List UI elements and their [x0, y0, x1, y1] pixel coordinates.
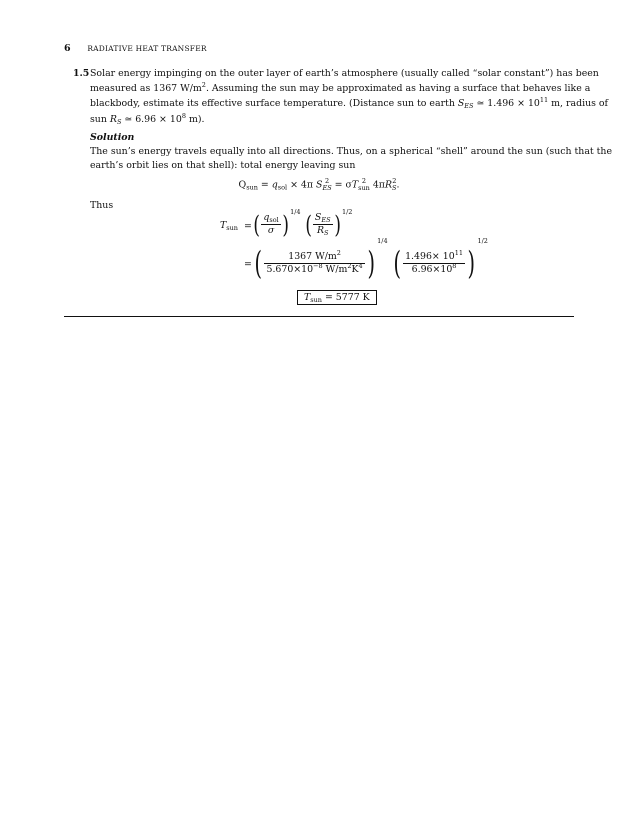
- eq1-t: T: [351, 179, 359, 191]
- frac2-den-sub: S: [324, 229, 329, 237]
- eq1-t-sup: 2: [361, 177, 367, 185]
- fraction-den: [264, 261, 364, 276]
- problem-line-3c: m, radius of: [548, 98, 609, 110]
- eq1-qsol-sub: sol: [277, 183, 288, 192]
- eq1-s: S: [316, 179, 323, 191]
- problem-line-2-sup: 2: [201, 81, 206, 90]
- frac1-num: q: [263, 212, 270, 223]
- eq1-r-sup: 2: [392, 177, 397, 185]
- close-paren: ): [333, 210, 341, 239]
- eq1-period: .: [396, 179, 400, 191]
- solution-section: [90, 131, 613, 173]
- frac3-den-sup1: 2: [347, 261, 352, 270]
- eq1-s-scripts: [322, 178, 331, 192]
- eq1-t-scripts: [358, 178, 370, 192]
- close-paren: ): [467, 244, 475, 282]
- fraction-den: [403, 261, 465, 276]
- problem-line-3-exp: 11: [539, 96, 549, 105]
- problem-line-2: [90, 81, 591, 96]
- eq1-r-sub: S: [392, 184, 397, 192]
- problem-line-1: [90, 66, 599, 81]
- symbol-r-sub: S: [116, 117, 122, 126]
- eq1-r: R: [384, 179, 393, 191]
- eq1-four-pi: 4π: [369, 179, 385, 191]
- fraction-num: [261, 212, 280, 225]
- temperature-equation-line-1: [220, 220, 238, 231]
- eq1-q-sub: sun: [246, 183, 258, 192]
- frac3-num-sup: 2: [336, 248, 341, 257]
- eq1-equals: =: [257, 179, 272, 191]
- problem-line-4-exp: 8: [181, 111, 186, 120]
- problem-line-3b: ≃ 1.496 × 10: [473, 98, 540, 110]
- eq2-rhs-1: [252, 208, 353, 239]
- eq2-t-sub: sun: [226, 224, 238, 232]
- frac3-den-sup2: 4: [358, 261, 363, 270]
- frac4-den-exp: 8: [452, 261, 457, 270]
- problem-line-3a: blackbody, estimate its effective surface temperature. (Distance sun to earth: [90, 98, 458, 110]
- open-paren: (: [393, 244, 401, 282]
- eq1-s-sup: 2: [324, 177, 330, 185]
- close-paren: ): [282, 210, 289, 239]
- frac3-den-c: K: [351, 263, 359, 275]
- eq2-rhs-2: [252, 237, 488, 282]
- exp-quarter: 1/4: [290, 208, 301, 216]
- exp-quarter-2: 1/4: [377, 237, 388, 245]
- problem-line-3: [90, 96, 609, 111]
- problem-number: 1.5: [73, 68, 90, 79]
- eq2-equals-1: =: [244, 221, 252, 232]
- answer-value: = 5777 K: [321, 292, 370, 303]
- frac2-den: R: [316, 225, 325, 236]
- open-paren: (: [304, 210, 312, 239]
- symbol-s: S: [457, 98, 465, 110]
- eq1-t-sub: sun: [358, 184, 370, 192]
- exp-half: 1/2: [341, 208, 353, 216]
- frac4-den-a: 6.96×10: [411, 263, 453, 275]
- frac3-num: 1367 W/m: [288, 250, 337, 262]
- fraction-num: [313, 212, 333, 225]
- open-paren: (: [254, 244, 262, 282]
- frac4-num-a: 1.496× 10: [405, 250, 455, 262]
- answer-t-sub: sun: [310, 296, 322, 304]
- problem-line-4: [90, 112, 573, 127]
- running-head: RADIATIVE HEAT TRANSFER: [87, 44, 207, 53]
- frac3-den-exp: −8: [313, 261, 323, 270]
- fraction-den: [313, 225, 333, 237]
- answer-t: T: [304, 292, 311, 303]
- solution-line-2: earth’s orbit lies on that shell): total energy leaving sun: [90, 160, 356, 171]
- frac3-den-a: 5.670×10: [266, 263, 314, 275]
- problem-line-4b: ≃ 6.96 × 10: [121, 113, 182, 125]
- frac3-den-b: W/m: [322, 263, 348, 275]
- exp-half-2: 1/2: [477, 237, 488, 245]
- problem-statement: [73, 66, 609, 127]
- solution-line-1: The sun’s energy travels equally into all directions. Thus, on a spherical “shell” around the sun (such that the: [90, 146, 613, 157]
- problem-text: [90, 66, 609, 127]
- fraction-distance-over-radius: [403, 248, 465, 276]
- symbol-s-sub: ES: [464, 102, 474, 111]
- page-number: 6: [64, 43, 71, 54]
- eq1-qsol: q: [271, 179, 278, 191]
- close-paren: ): [367, 244, 375, 282]
- eq1-times: × 4π: [287, 179, 317, 191]
- fraction-den: [261, 225, 280, 237]
- fraction-q-over-sigma: [261, 212, 280, 237]
- frac2-num-sub: ES: [321, 216, 331, 224]
- eq2-t: T: [220, 220, 227, 231]
- solution-heading: Solution: [90, 132, 135, 143]
- problem-line-4c: m).: [185, 113, 205, 125]
- fraction-solar-over-stefan: [264, 248, 364, 276]
- problem-line-1-text: Solar energy impinging on the outer layer of earth’s atmosphere (usually called “solar constant”) has been: [90, 68, 599, 79]
- section-divider: [64, 316, 574, 317]
- frac1-den: σ: [267, 225, 275, 236]
- thus-text: Thus: [90, 200, 114, 211]
- frac4-num-exp: 11: [454, 248, 463, 257]
- page-header: [64, 43, 207, 54]
- fraction-s-over-r: [313, 212, 333, 237]
- frac1-num-sub: sol: [269, 216, 279, 224]
- open-paren: (: [253, 210, 260, 239]
- problem-line-4a: sun: [90, 113, 110, 125]
- eq1-s-sub: ES: [322, 184, 332, 192]
- eq1-equals-sigma: = σ: [331, 179, 352, 191]
- eq1-q: Q: [238, 179, 247, 191]
- eq2-equals-2: =: [244, 259, 252, 270]
- problem-line-2b: . Assuming the sun may be approximated as having a surface that behaves like a: [205, 83, 591, 95]
- problem-line-2a: measured as 1367 W/m: [90, 83, 202, 95]
- final-answer-box: [297, 290, 377, 305]
- frac2-num: S: [314, 212, 322, 223]
- symbol-r: R: [109, 113, 117, 125]
- energy-balance-equation: [0, 178, 638, 192]
